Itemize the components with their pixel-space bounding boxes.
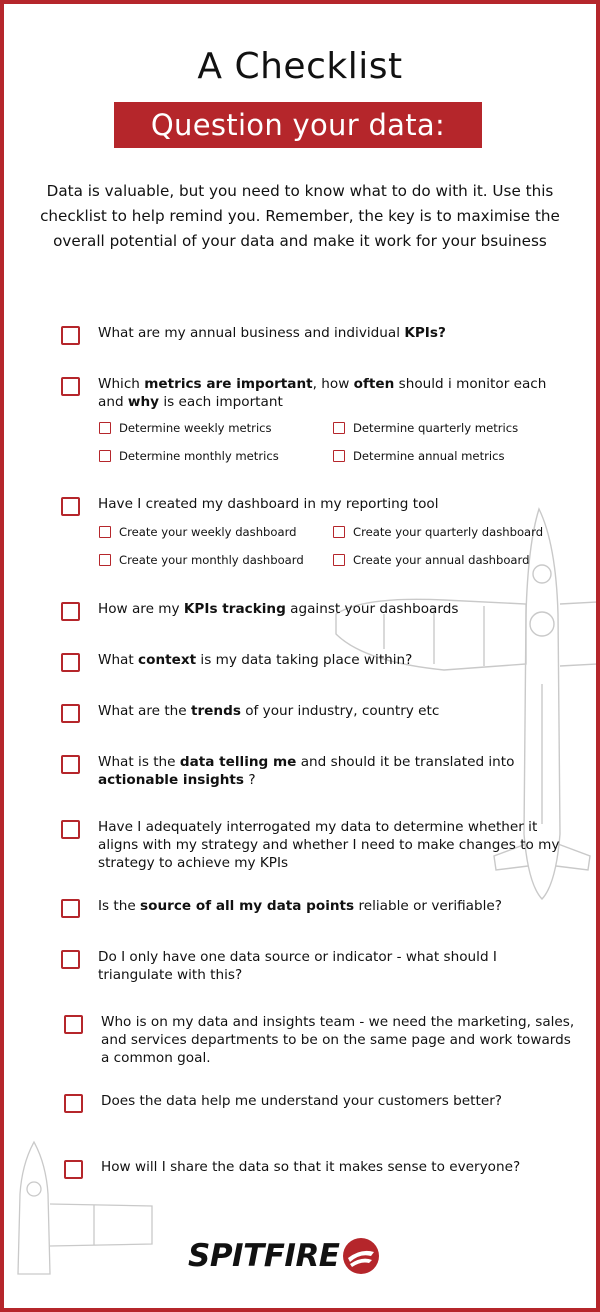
sub-item-label: Create your quarterly dashboard — [353, 525, 544, 539]
checklist-question — [98, 897, 573, 915]
sub-checkbox[interactable] — [333, 450, 345, 462]
checkbox[interactable] — [61, 755, 80, 774]
checklist-question — [101, 1092, 576, 1110]
question-emphasis: why — [127, 394, 160, 410]
question-emphasis: actionable insights — [98, 772, 245, 788]
question-text: against your dashboards — [285, 601, 459, 617]
sub-item-label: Create your weekly dashboard — [119, 525, 297, 539]
sub-item-label: Determine weekly metrics — [119, 421, 272, 435]
checklist-question — [98, 375, 573, 411]
checkbox[interactable] — [61, 820, 80, 839]
page-title: A Checklist — [197, 46, 403, 87]
question-text: Is the — [98, 898, 141, 914]
sub-checkbox[interactable] — [333, 422, 345, 434]
checklist-question — [98, 753, 573, 789]
checklist-question — [98, 702, 573, 720]
checklist-question — [98, 651, 573, 669]
question-text: Have I adequately interrogated my data to determine whether it aligns with my strategy and whether I need to make changes to my strategy to achieve my KPIs — [98, 819, 560, 871]
aircraft-watermark-small-icon — [4, 1134, 154, 1284]
question-text: , how — [312, 376, 354, 392]
sub-item-label: Determine quarterly metrics — [353, 421, 519, 435]
checkbox[interactable] — [61, 497, 80, 516]
checkbox[interactable] — [64, 1094, 83, 1113]
question-text: Have I created my dashboard in my reporting tool — [98, 496, 439, 512]
checklist-question — [98, 324, 573, 342]
sub-item-label: Create your annual dashboard — [353, 553, 530, 567]
question-emphasis: context — [138, 652, 197, 668]
logo-text: SPITFIRE — [188, 1238, 340, 1274]
sub-checkbox[interactable] — [333, 526, 345, 538]
checkbox[interactable] — [61, 326, 80, 345]
question-emphasis: KPIs tracking — [183, 601, 286, 617]
sub-checkbox[interactable] — [99, 450, 111, 462]
question-text: and should it be translated into — [296, 754, 515, 770]
question-emphasis: KPIs? — [404, 325, 446, 341]
question-text: Does the data help me understand your customers better? — [101, 1093, 502, 1109]
checklist-question — [98, 818, 573, 872]
question-text: How are my — [98, 601, 184, 617]
question-text: Who is on my data and insights team - we need the marketing, sales, and services departments to be on the same page and work towards a common goal. — [101, 1014, 575, 1066]
question-emphasis: metrics are important — [144, 376, 313, 392]
checklist-question — [98, 948, 573, 984]
question-text: What is the — [98, 754, 180, 770]
question-text: reliable or verifiable? — [354, 898, 502, 914]
sub-item-label: Determine annual metrics — [353, 449, 505, 463]
question-emphasis: trends — [190, 703, 241, 719]
question-emphasis: source of all my data points — [140, 898, 355, 914]
checklist-question — [101, 1158, 576, 1176]
subtitle-banner: Question your data: — [114, 102, 482, 148]
question-text: should i monitor each and — [98, 376, 547, 410]
checkbox[interactable] — [64, 1160, 83, 1179]
checkbox[interactable] — [61, 653, 80, 672]
question-text: is each important — [159, 394, 283, 410]
checklist-question — [98, 495, 573, 513]
question-emphasis: data telling me — [179, 754, 297, 770]
question-text: of your industry, country etc — [240, 703, 440, 719]
checklist-question — [98, 600, 573, 618]
checkbox[interactable] — [64, 1015, 83, 1034]
sub-checkbox[interactable] — [99, 554, 111, 566]
intro-paragraph: Data is valuable, but you need to know what to do with it. Use this checklist to help remind you. Remember, the key is to maximise the overall potential of your data and make it work for your bsuiness — [40, 182, 560, 250]
sub-item-label: Determine monthly metrics — [119, 449, 279, 463]
sub-checkbox[interactable] — [99, 422, 111, 434]
question-text: What are my annual business and individual — [98, 325, 405, 341]
checkbox[interactable] — [61, 899, 80, 918]
checkbox[interactable] — [61, 602, 80, 621]
question-text: Which — [98, 376, 145, 392]
checkbox[interactable] — [61, 704, 80, 723]
question-text: is my data taking place within? — [196, 652, 413, 668]
question-text: What are the — [98, 703, 191, 719]
checkbox[interactable] — [61, 950, 80, 969]
question-text: ? — [244, 772, 256, 788]
checkbox[interactable] — [61, 377, 80, 396]
question-emphasis: often — [353, 376, 395, 392]
spitfire-mark-icon — [341, 1236, 381, 1276]
question-text: How will I share the data so that it makes sense to everyone? — [101, 1159, 521, 1175]
question-text: What — [98, 652, 139, 668]
checklist-question — [101, 1013, 576, 1067]
question-text: Do I only have one data source or indicator - what should I triangulate with this? — [98, 949, 497, 983]
spitfire-logo — [188, 1234, 381, 1278]
sub-checkbox[interactable] — [99, 526, 111, 538]
sub-item-label: Create your monthly dashboard — [119, 553, 304, 567]
sub-checkbox[interactable] — [333, 554, 345, 566]
